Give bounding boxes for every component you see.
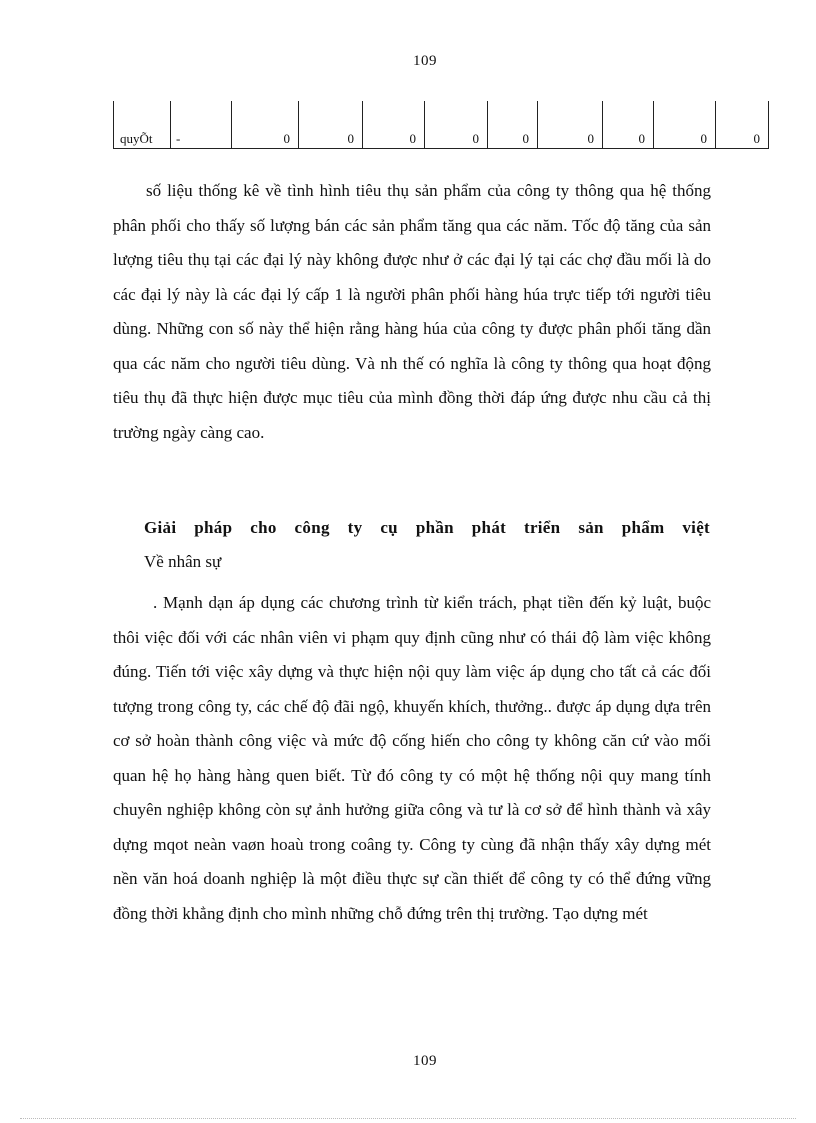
table-value: 0 [522,131,529,146]
table-value: 0 [638,131,645,146]
table-cell [488,101,538,148]
table-cell [232,101,299,148]
row-label: quyÕt [120,131,153,146]
page-footer-divider [20,1118,796,1119]
table-value: 0 [753,131,760,146]
table-cell [654,101,716,148]
table-cell [716,101,768,148]
table-value: 0 [347,131,354,146]
body-paragraph-personnel: . Mạnh dạn áp dụng các chương trình từ kiển trách, phạt tiền đến kỷ luật, buộc thôi việc đối với các nhân viên vi phạm quy định cũng như có thái độ làm việc không đúng. Tiến tới việc xây dựng và thực hiện nội quy làm việc áp dụng cho tất cả các đối tượng trong công ty, các chế độ đãi ngộ, khuyến khích, thưởng.. được áp dụng dựa trên cơ sở hoàn thành công việc và mức độ cống hiến cho công ty không căn cứ vào mối quan hệ họ hàng hàng quen biết. Từ đó công ty có một hệ thống nội quy mang tính chuyên nghiệp không còn sự ảnh hưởng giữa công và tư là cơ sở để hình thành và xây dựng mqot neàn vaøn hoaù trong coâng ty. Công ty cùng đã nhận thấy xây dựng mét nền văn hoá doanh nghiệp là một điều thực sự cần thiết để công ty có thể đứng vững đồng thời khẳng định cho mình những chỗ đứng trên thị trường. Tạo dựng mét [113,593,711,923]
table-value: 0 [409,131,416,146]
table-value: 0 [587,131,594,146]
subsection-heading: Về nhân sự [144,552,222,571]
table-cell [171,101,232,148]
table-cell [299,101,363,148]
page-number-bottom: 109 [413,1053,437,1069]
table-cell-label [114,101,171,148]
page-number-top: 109 [413,53,437,69]
body-paragraph-sales-statistics: số liệu thống kê về tình hình tiêu thụ sản phẩm của công ty thông qua hệ thống phân phối cho thấy số lượng bán các sản phẩm tăng qua các năm. Tốc độ tăng của sản lượng tiêu thụ tại các đại lý này không được như ở các đại lý tại các chợ đầu mối là do các đại lý này là các đại lý cấp 1 là người phân phối hàng húa trực tiếp tới người tiêu dùng. Những con số này thể hiện rằng hàng húa của công ty được phân phối tăng dần qua các năm cho người tiêu dùng. Và nh thế có nghĩa là công ty thông qua hoạt động tiêu thụ đã thực hiện được mục tiêu của mình đồng thời đáp ứng được nhu cầu cả thị trường ngày càng cao. [113,181,711,442]
table-cell [603,101,654,148]
table-value: - [176,131,181,146]
table-fragment [113,101,769,149]
table-value: 0 [472,131,479,146]
table-value: 0 [700,131,707,146]
table-cell [538,101,603,148]
table-value: 0 [283,131,290,146]
table-cell [425,101,488,148]
section-heading: Giải pháp cho công ty cụ phần phát triển sản phẩm việt [144,518,710,537]
table-cell [363,101,425,148]
